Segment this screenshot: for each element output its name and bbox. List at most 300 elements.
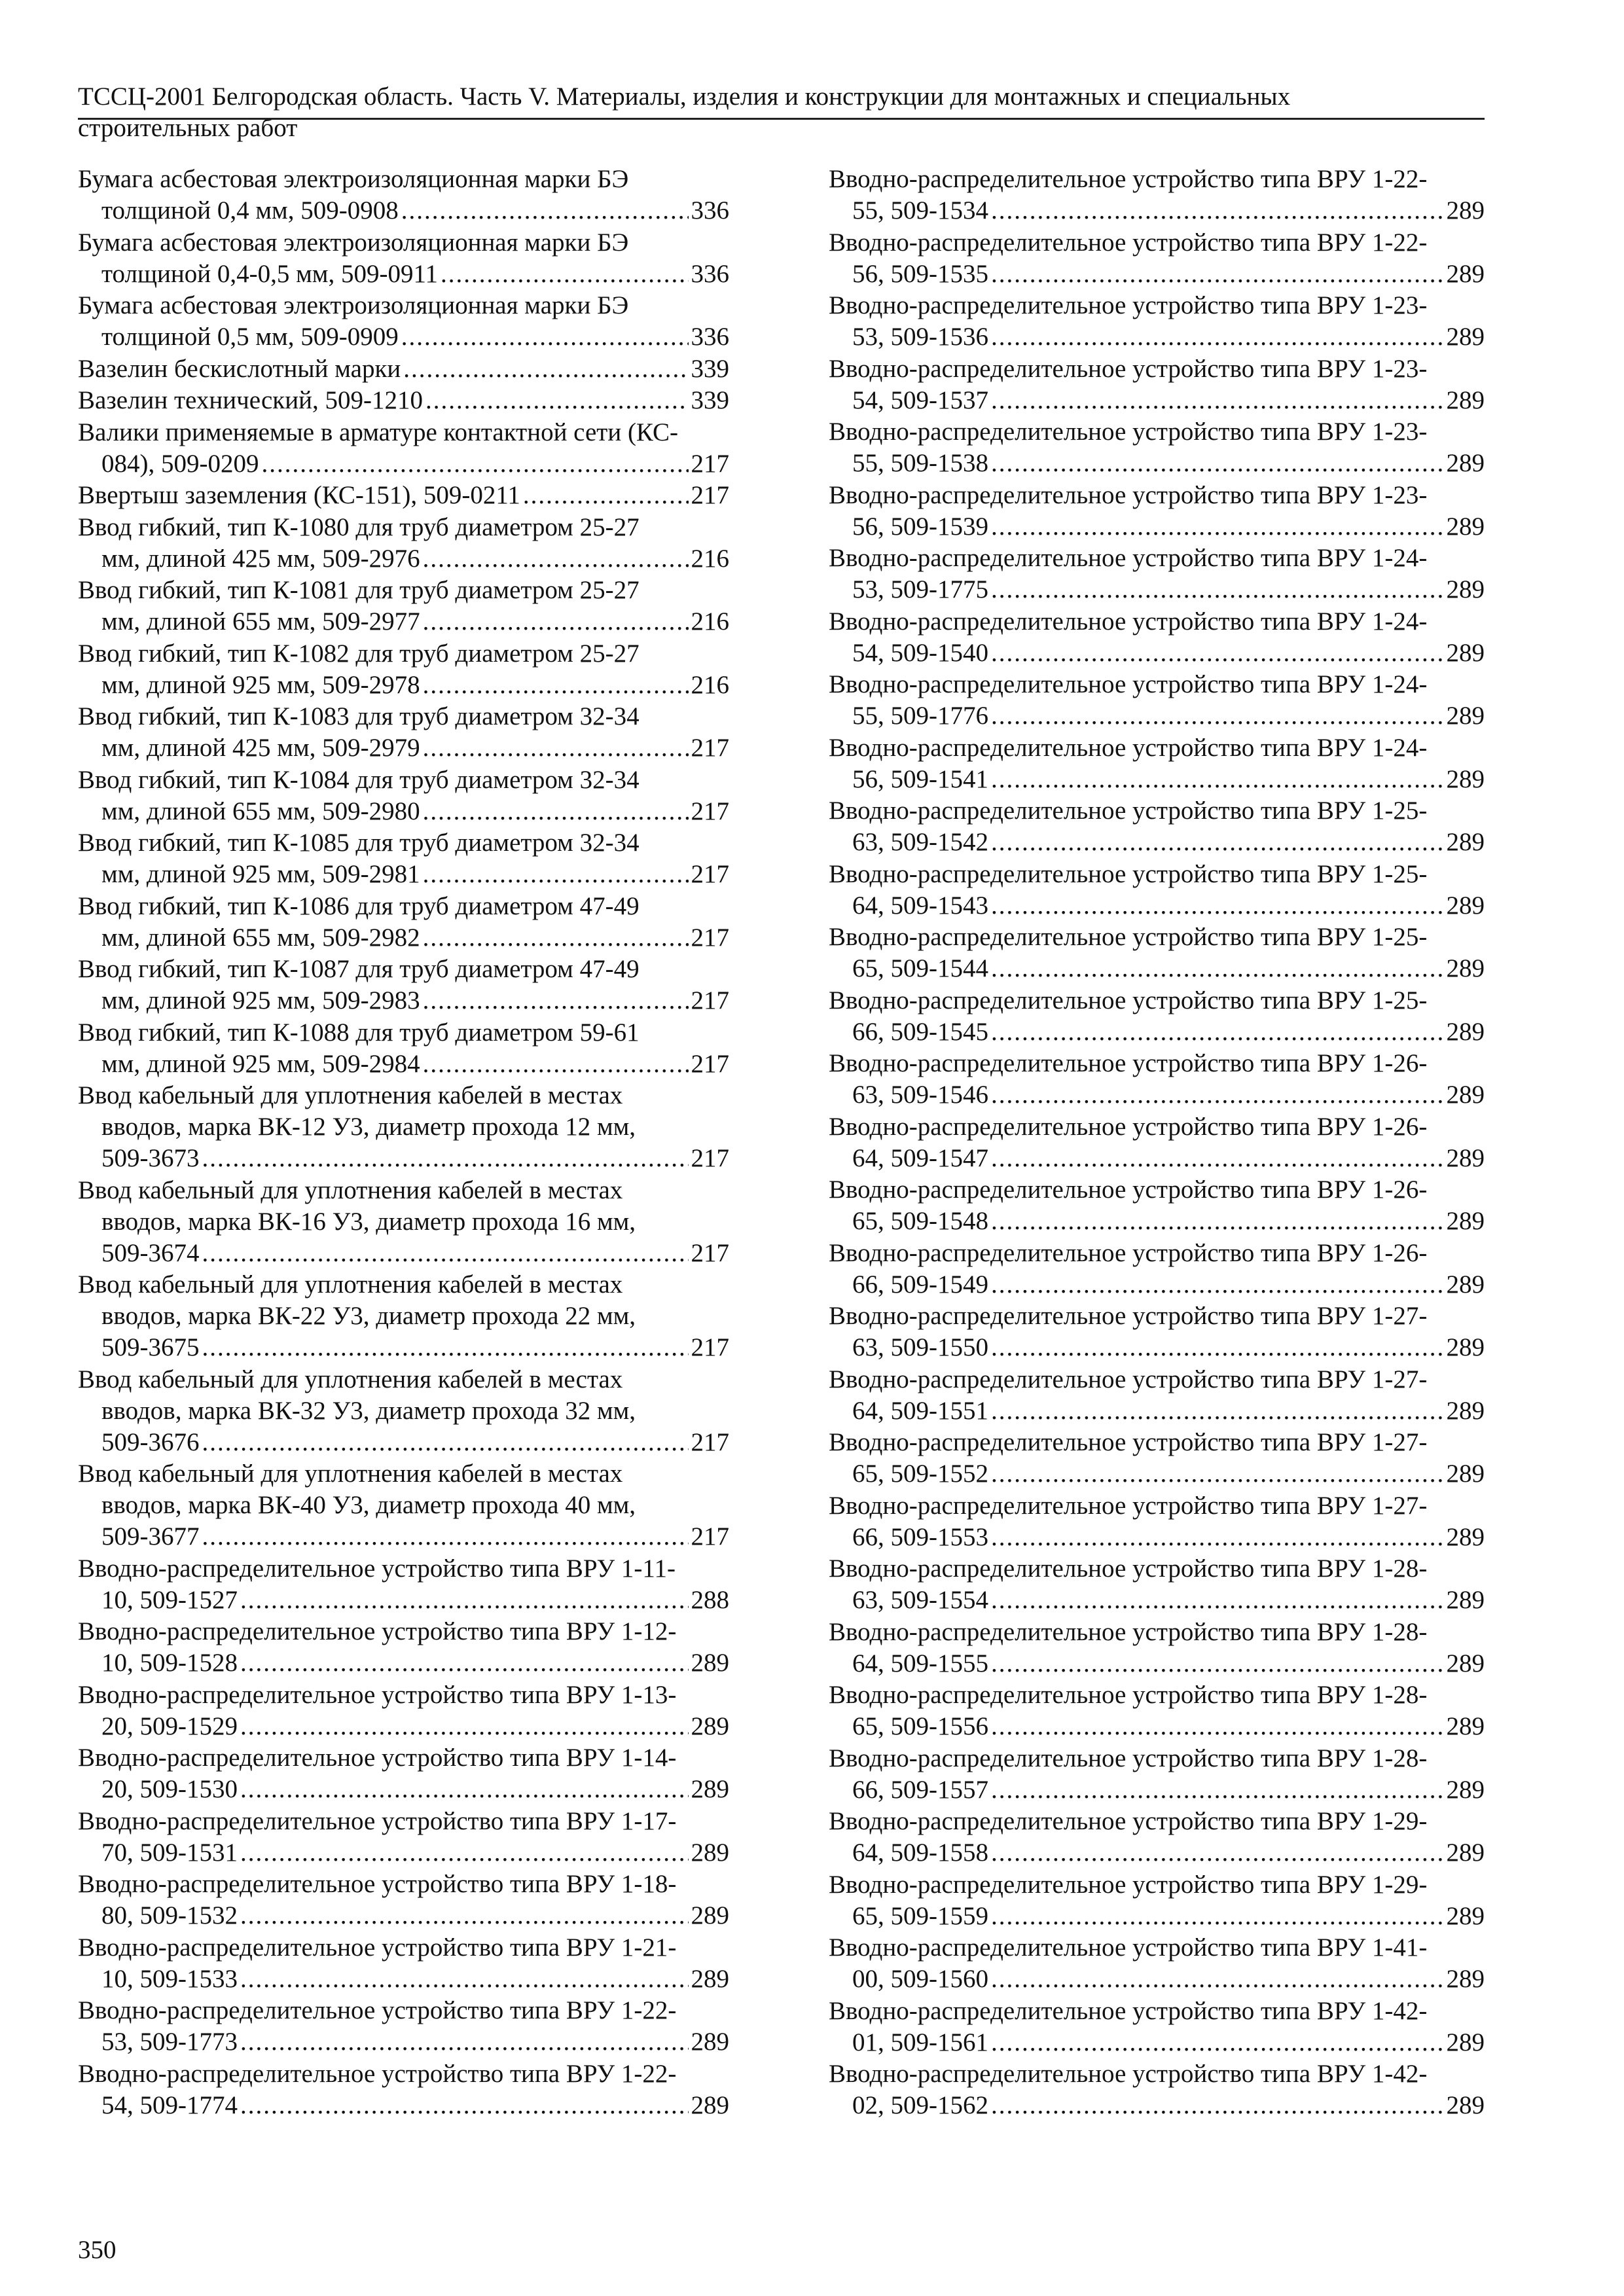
dot-leader [991, 700, 1444, 732]
entry-code: 10, 509-1533 [101, 1964, 238, 1993]
entry-title: Вводно-распределительное устройство типа ВРУ 1-18- [78, 1870, 677, 1898]
entry-title: Ввод гибкий, тип К-1081 для труб диаметром 25-27 [78, 576, 640, 604]
index-entry [829, 1111, 1485, 1174]
index-entry [78, 1080, 729, 1174]
entry-reference-line [78, 480, 729, 511]
entry-title: Вводно-распределительное устройство типа ВРУ 1-28- [829, 1554, 1428, 1583]
entry-title: Вводно-распределительное устройство типа ВРУ 1-24- [829, 607, 1428, 636]
dot-leader [240, 1585, 689, 1616]
index-entry [78, 575, 729, 637]
entry-page-number: 289 [1446, 1460, 1485, 1488]
entry-title: Валики применяемые в арматуре контактной сети (КС- [78, 418, 678, 446]
entry-page-number: 289 [691, 1775, 729, 1803]
index-entry [78, 1553, 729, 1616]
entry-code: 65, 509-1552 [852, 1460, 988, 1488]
index-entry [78, 1742, 729, 1805]
entry-page-number: 289 [1446, 196, 1485, 224]
entry-title: Вводно-распределительное устройство типа ВРУ 1-24- [829, 544, 1428, 572]
index-entry [78, 1175, 729, 1269]
index-entry [78, 1017, 729, 1080]
entry-code: мм, длиной 925 мм, 509-2984 [101, 1049, 420, 1078]
entry-code: 01, 509-1561 [852, 2028, 988, 2056]
dot-leader [240, 1964, 689, 1995]
entry-page-number: 216 [691, 607, 729, 636]
entry-page-number: 217 [691, 860, 729, 888]
entry-title: Вводно-распределительное устройство типа ВРУ 1-28- [829, 1617, 1428, 1646]
entry-page-number: 289 [1446, 449, 1485, 477]
entry-page-number: 289 [1446, 1017, 1485, 1046]
index-entry [829, 922, 1485, 984]
entry-page-number: 289 [1446, 323, 1485, 351]
dot-leader [991, 1269, 1444, 1300]
entry-title: Ввод гибкий, тип К-1082 для труб диаметром 25-27 [78, 639, 640, 668]
dot-leader [991, 1458, 1444, 1490]
entry-reference-line [829, 321, 1485, 353]
entry-title: Ввод кабельный для уплотнения кабелей в местах [78, 1081, 623, 1109]
entry-reference-line [78, 922, 729, 954]
entry-reference-line [78, 1964, 729, 1995]
entry-title: Ввод гибкий, тип К-1087 для труб диаметром 47-49 [78, 955, 640, 983]
entry-reference-line [829, 700, 1485, 732]
entry-continuation: вводов, марка ВК-22 У3, диаметр прохода 22 мм, [101, 1302, 636, 1330]
entry-continuation: вводов, марка ВК-12 У3, диаметр прохода 12 мм, [101, 1113, 636, 1141]
entry-reference-line [78, 732, 729, 764]
index-entry [78, 512, 729, 575]
index-entry [78, 827, 729, 890]
entry-page-number: 339 [691, 354, 729, 383]
entry-title: Ввод гибкий, тип К-1086 для труб диаметром 47-49 [78, 891, 640, 920]
entry-page-number: 289 [1446, 1901, 1485, 1930]
entry-page-number: 289 [1446, 1522, 1485, 1551]
entry-title: Вводно-распределительное устройство типа ВРУ 1-26- [829, 1112, 1428, 1141]
entry-code: мм, длиной 925 мм, 509-2981 [101, 860, 420, 888]
entry-title: Вводно-распределительное устройство типа ВРУ 1-27- [829, 1302, 1428, 1330]
entry-title: Вводно-распределительное устройство типа ВРУ 1-22- [78, 1996, 677, 2024]
index-entry [78, 1995, 729, 2058]
entry-reference-line [829, 1837, 1485, 1869]
entry-page-number: 289 [1446, 2028, 1485, 2056]
entry-reference-line [78, 796, 729, 827]
index-entry [829, 480, 1485, 543]
index-entry [78, 480, 729, 511]
entry-page-number: 289 [1446, 828, 1485, 856]
entry-code: 70, 509-1531 [101, 1838, 238, 1867]
entry-reference-line [78, 859, 729, 890]
entry-page-number: 217 [691, 797, 729, 825]
dot-leader [991, 511, 1444, 543]
index-entry [78, 954, 729, 1016]
entry-code: 56, 509-1541 [852, 764, 988, 793]
entry-title: Вводно-распределительное устройство типа ВРУ 1-12- [78, 1617, 677, 1645]
entry-title: Бумага асбестовая электроизоляционная марки БЭ [78, 165, 629, 193]
entry-code: 54, 509-1540 [852, 638, 988, 667]
entry-title: Вводно-распределительное устройство типа ВРУ 1-27- [829, 1428, 1428, 1456]
entry-page-number: 289 [1446, 1207, 1485, 1235]
entry-reference-line [78, 448, 729, 480]
index-entry [829, 1174, 1485, 1237]
entry-title: Вводно-распределительное устройство типа ВРУ 1-26- [829, 1238, 1428, 1267]
dot-leader [401, 195, 689, 226]
entry-reference-line [829, 1143, 1485, 1174]
index-entry [78, 638, 729, 701]
entry-page-number: 217 [691, 1049, 729, 1078]
dot-leader [991, 2090, 1444, 2121]
dot-leader [423, 922, 689, 954]
index-entry [829, 290, 1485, 353]
index-entry [829, 164, 1485, 226]
entry-reference-line [829, 2090, 1485, 2121]
entry-page-number: 289 [1446, 1333, 1485, 1361]
index-entry [829, 985, 1485, 1048]
entry-title: Вводно-распределительное устройство типа ВРУ 1-25- [829, 986, 1428, 1014]
entry-reference-line [829, 637, 1485, 669]
index-entry [78, 1616, 729, 1679]
entry-page-number: 289 [1446, 386, 1485, 414]
entry-title: Вводно-распределительное устройство типа ВРУ 1-41- [829, 1933, 1428, 1962]
entry-page-number: 289 [1446, 1965, 1485, 1993]
entry-title: Вводно-распределительное устройство типа ВРУ 1-22- [78, 2059, 677, 2088]
dot-leader [523, 480, 689, 511]
entry-page-number: 289 [1446, 1081, 1485, 1109]
index-entry [78, 1679, 729, 1742]
entry-page-number: 289 [691, 2028, 729, 2056]
entry-page-number: 217 [691, 1333, 729, 1361]
dot-leader [991, 448, 1444, 479]
dot-leader [240, 1647, 689, 1679]
entry-reference-line [78, 606, 729, 637]
entry-code: мм, длиной 425 мм, 509-2976 [101, 544, 420, 573]
dot-leader [991, 827, 1444, 858]
entry-code: 02, 509-1562 [852, 2091, 988, 2119]
entry-title: Вводно-распределительное устройство типа ВРУ 1-25- [829, 859, 1428, 888]
dot-leader [991, 1964, 1444, 1995]
entry-continuation: вводов, марка ВК-32 У3, диаметр прохода 32 мм, [101, 1396, 636, 1425]
entry-reference-line [829, 1206, 1485, 1237]
index-entry [829, 543, 1485, 605]
entry-title: Вводно-распределительное устройство типа ВРУ 1-24- [829, 733, 1428, 762]
dot-leader [991, 1332, 1444, 1363]
entry-code: 63, 509-1546 [852, 1081, 988, 1109]
entry-reference-line [829, 195, 1485, 226]
dot-leader [423, 859, 689, 890]
entry-reference-line [829, 1648, 1485, 1679]
entry-page-number: 289 [691, 1964, 729, 1993]
index-entry [829, 2058, 1485, 2121]
entry-code: толщиной 0,4 мм, 509-0908 [101, 196, 399, 224]
page-number: 350 [78, 2236, 117, 2264]
entry-title: Ввод кабельный для уплотнения кабелей в местах [78, 1270, 623, 1299]
entry-title: Вводно-распределительное устройство типа ВРУ 1-29- [829, 1807, 1428, 1835]
entry-title: Вводно-распределительное устройство типа ВРУ 1-26- [829, 1175, 1428, 1204]
entry-page-number: 217 [691, 923, 729, 952]
entry-reference-line [829, 890, 1485, 922]
dot-leader [991, 195, 1444, 226]
entry-reference-line [78, 1585, 729, 1616]
entry-page-number: 289 [691, 1901, 729, 1929]
index-entry [829, 795, 1485, 858]
entry-title: Вводно-распределительное устройство типа ВРУ 1-27- [829, 1365, 1428, 1393]
header-title-line1: ТССЦ-2001 Белгородская область. Часть V. Материалы, изделия и конструкции для монтажных и специальных [78, 82, 1291, 111]
entry-reference-line [78, 1711, 729, 1742]
entry-title: Вводно-распределительное устройство типа ВРУ 1-26- [829, 1049, 1428, 1077]
entry-reference-line [78, 1238, 729, 1269]
dot-leader [991, 2027, 1444, 2058]
entry-code: 63, 509-1542 [852, 828, 988, 856]
index-entry [829, 416, 1485, 479]
entry-continuation: вводов, марка ВК-40 У3, диаметр прохода 40 мм, [101, 1491, 636, 1519]
entry-reference-line [78, 985, 729, 1016]
entry-page-number: 336 [691, 259, 729, 288]
entry-code: 509-3676 [101, 1427, 200, 1456]
entry-page-number: 339 [691, 386, 729, 414]
entry-reference-line [829, 1269, 1485, 1300]
entry-title: Вводно-распределительное устройство типа ВРУ 1-25- [829, 797, 1428, 825]
index-entry [829, 1869, 1485, 1932]
index-entry [829, 606, 1485, 669]
entry-code: мм, длиной 925 мм, 509-2983 [101, 986, 420, 1014]
index-entry [829, 859, 1485, 922]
entry-page-number: 217 [691, 1238, 729, 1267]
entry-title: Вводно-распределительное устройство типа ВРУ 1-23- [829, 418, 1428, 446]
index-entry [78, 417, 729, 480]
entry-reference-line [829, 1458, 1485, 1490]
running-header [78, 81, 1485, 144]
index-entry [829, 1996, 1485, 2058]
entry-code: 20, 509-1530 [101, 1775, 238, 1803]
entry-reference-line [78, 1143, 729, 1174]
index-column-right [829, 164, 1485, 2122]
entry-page-number: 217 [691, 449, 729, 478]
entry-code: 55, 509-1538 [852, 449, 988, 477]
index-entry [829, 1679, 1485, 1742]
dot-leader [423, 796, 689, 827]
dot-leader [202, 1238, 689, 1269]
entry-reference-line [829, 1016, 1485, 1048]
dot-leader [991, 321, 1444, 353]
index-entry [78, 227, 729, 290]
dot-leader [423, 1049, 689, 1080]
entry-code: 20, 509-1529 [101, 1712, 238, 1740]
dot-leader [991, 1522, 1444, 1553]
dot-leader [423, 606, 689, 637]
entry-page-number: 289 [1446, 1839, 1485, 1867]
entry-code: 66, 509-1557 [852, 1775, 988, 1804]
entry-page-number: 216 [691, 544, 729, 573]
dot-leader [423, 670, 689, 701]
index-entry [78, 2058, 729, 2121]
index-entry [78, 891, 729, 954]
entry-page-number: 217 [691, 1522, 729, 1551]
index-entry [78, 1806, 729, 1869]
entry-page-number: 289 [1446, 1775, 1485, 1804]
entry-title: Ввод кабельный для уплотнения кабелей в местах [78, 1460, 623, 1488]
dot-leader [240, 1774, 689, 1805]
entry-reference-line [829, 2027, 1485, 2058]
dot-leader [991, 1648, 1444, 1679]
entry-reference-line [78, 1837, 729, 1869]
entry-code: 64, 509-1543 [852, 891, 988, 920]
dot-leader [991, 1079, 1444, 1111]
entry-title: Вводно-распределительное устройство типа ВРУ 1-23- [829, 354, 1428, 383]
dot-leader [991, 764, 1444, 795]
entry-page-number: 289 [691, 1712, 729, 1740]
entry-code: 64, 509-1547 [852, 1143, 988, 1172]
entry-code: 66, 509-1549 [852, 1270, 988, 1299]
index-entry [78, 1364, 729, 1458]
entry-page-number: 217 [691, 481, 729, 509]
entry-page-number: 289 [1446, 764, 1485, 793]
index-entry [78, 1869, 729, 1931]
entry-code: 509-3677 [101, 1522, 200, 1551]
entry-title: Ввод кабельный для уплотнения кабелей в местах [78, 1175, 623, 1204]
dot-leader [202, 1521, 689, 1552]
entry-code: 65, 509-1544 [852, 954, 988, 982]
entry-code: мм, длиной 925 мм, 509-2978 [101, 670, 420, 699]
entry-reference-line [78, 353, 729, 385]
entry-reference-line [78, 670, 729, 701]
entry-title: Ввертыш заземления (КС-151), 509-0211 [78, 481, 520, 509]
entry-code: 509-3673 [101, 1144, 200, 1172]
index-entry [829, 227, 1485, 290]
entry-code: 64, 509-1558 [852, 1839, 988, 1867]
index-entry [78, 1269, 729, 1363]
entry-page-number: 289 [1446, 2091, 1485, 2119]
index-entry [829, 1806, 1485, 1869]
dot-leader [991, 385, 1444, 416]
entry-reference-line [829, 1079, 1485, 1111]
entry-page-number: 216 [691, 670, 729, 699]
entry-code: 56, 509-1539 [852, 512, 988, 541]
index-entry [829, 1490, 1485, 1553]
entry-reference-line [78, 385, 729, 416]
dot-leader [240, 2090, 689, 2121]
index-column-left [78, 164, 729, 2121]
entry-reference-line [829, 1774, 1485, 1806]
entry-reference-line [78, 321, 729, 353]
entry-page-number: 336 [691, 196, 729, 224]
entry-code: 00, 509-1560 [852, 1965, 988, 1993]
entry-reference-line [829, 1901, 1485, 1932]
entry-reference-line [829, 1711, 1485, 1742]
entry-reference-line [829, 1964, 1485, 1995]
entry-reference-line [78, 2090, 729, 2121]
entry-title: Вводно-распределительное устройство типа ВРУ 1-27- [829, 1491, 1428, 1520]
entry-title: Вводно-распределительное устройство типа ВРУ 1-11- [78, 1554, 676, 1583]
index-entry [829, 1617, 1485, 1679]
entry-page-number: 289 [1446, 259, 1485, 288]
index-entry [829, 1427, 1485, 1490]
dot-leader [425, 385, 689, 416]
entry-reference-line [829, 511, 1485, 543]
header-title-line2: строительных работ [78, 114, 298, 142]
entry-reference-line [829, 764, 1485, 795]
entry-reference-line [78, 259, 729, 290]
entry-code: мм, длиной 425 мм, 509-2979 [101, 734, 420, 762]
entry-code: 80, 509-1532 [101, 1901, 238, 1929]
entry-page-number: 217 [691, 986, 729, 1014]
dot-leader [991, 574, 1444, 605]
dot-leader [991, 1585, 1444, 1616]
index-entry [829, 1238, 1485, 1300]
entry-page-number: 289 [1446, 1712, 1485, 1740]
entry-code: 65, 509-1559 [852, 1901, 988, 1930]
entry-reference-line [829, 1395, 1485, 1427]
entry-reference-line [78, 543, 729, 575]
entry-page-number: 289 [691, 1838, 729, 1867]
entry-title: Ввод гибкий, тип К-1080 для труб диаметром 25-27 [78, 512, 640, 541]
entry-code: мм, длиной 655 мм, 509-2977 [101, 607, 420, 636]
dot-leader [991, 259, 1444, 290]
index-entry [829, 669, 1485, 732]
entry-code: 54, 509-1537 [852, 386, 988, 414]
index-entry [829, 353, 1485, 416]
entry-reference-line [78, 1332, 729, 1363]
entry-title: Вводно-распределительное устройство типа ВРУ 1-14- [78, 1744, 677, 1772]
entry-title: Вводно-распределительное устройство типа ВРУ 1-23- [829, 291, 1428, 319]
dot-leader [991, 1901, 1444, 1932]
entry-page-number: 289 [1446, 1586, 1485, 1614]
entry-page-number: 289 [1446, 512, 1485, 541]
index-entry [829, 1743, 1485, 1806]
index-entry [78, 353, 729, 385]
entry-reference-line [829, 827, 1485, 858]
entry-page-number: 289 [1446, 954, 1485, 982]
index-entry [829, 732, 1485, 795]
dot-leader [202, 1332, 689, 1363]
index-entry [78, 764, 729, 827]
dot-leader [240, 1711, 689, 1742]
header-rule [78, 118, 1485, 120]
entry-code: 63, 509-1554 [852, 1586, 988, 1614]
entry-title: Вводно-распределительное устройство типа ВРУ 1-22- [829, 228, 1428, 257]
dot-leader [202, 1143, 689, 1174]
entry-reference-line [78, 195, 729, 226]
dot-leader [991, 1774, 1444, 1806]
entry-code: 55, 509-1776 [852, 702, 988, 730]
entry-code: 64, 509-1555 [852, 1649, 988, 1677]
entry-reference-line [829, 385, 1485, 416]
dot-leader [991, 1395, 1444, 1427]
index-entry [829, 1364, 1485, 1427]
entry-reference-line [829, 1332, 1485, 1363]
entry-reference-line [78, 1647, 729, 1679]
index-entry [829, 1932, 1485, 1995]
dot-leader [991, 1206, 1444, 1237]
entry-page-number: 289 [1446, 891, 1485, 920]
dot-leader [991, 1837, 1444, 1869]
entry-reference-line [829, 574, 1485, 605]
dot-leader [202, 1427, 689, 1458]
entry-page-number: 289 [1446, 575, 1485, 603]
entry-page-number: 289 [691, 2090, 729, 2119]
entry-title: Вводно-распределительное устройство типа ВРУ 1-22- [829, 165, 1428, 193]
entry-reference-line [829, 448, 1485, 479]
dot-leader [403, 353, 688, 385]
dot-leader [401, 321, 689, 353]
dot-leader [441, 259, 688, 290]
dot-leader [423, 543, 689, 575]
entry-title: Бумага асбестовая электроизоляционная марки БЭ [78, 291, 629, 319]
entry-page-number: 289 [1446, 1270, 1485, 1299]
entry-reference-line [78, 1521, 729, 1552]
entry-title: Вводно-распределительное устройство типа ВРУ 1-42- [829, 1996, 1428, 2025]
entry-title: Ввод гибкий, тип К-1085 для труб диаметром 32-34 [78, 829, 640, 857]
entry-page-number: 336 [691, 323, 729, 351]
entry-code: 65, 509-1556 [852, 1712, 988, 1740]
entry-code: 66, 509-1553 [852, 1522, 988, 1551]
index-entry [78, 1458, 729, 1552]
entry-reference-line [78, 1774, 729, 1805]
